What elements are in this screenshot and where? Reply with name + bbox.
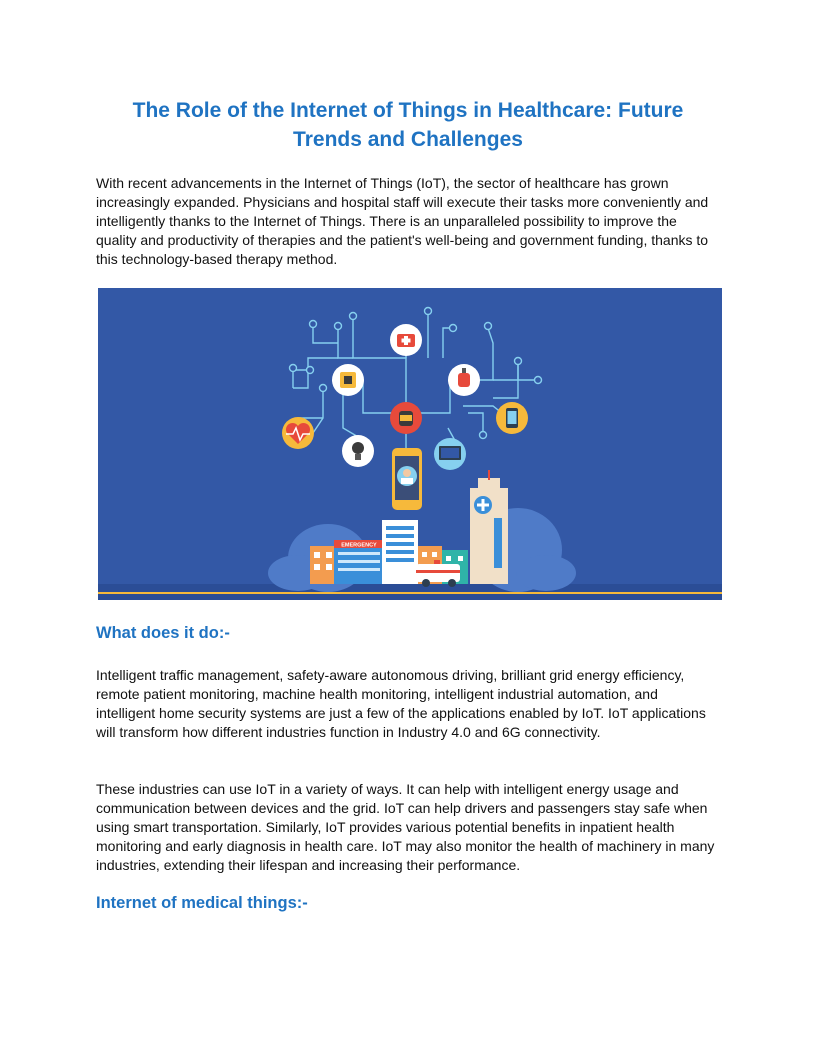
emergency-sign: EMERGENCY: [341, 542, 377, 549]
document-page: [96, 96, 720, 912]
document-title: The Role of the Internet of Things in Healthcare: Future Trends and Challenges: [132, 99, 684, 151]
medicine-bottle-icon: [390, 402, 422, 434]
doctor-phone-icon: [392, 448, 422, 510]
microchip-icon: [332, 364, 364, 396]
first-aid-kit-icon: [390, 324, 422, 356]
monitor-icon: [434, 438, 466, 470]
blood-bag-icon: [448, 364, 480, 396]
section1-paragraph-1: Intelligent traffic management, safety-aware autonomous driving, brilliant grid energy efficiency, remote patient monitoring, machine health monitoring, intelligent industrial automation, and intelligent home security systems are just a few of the applications enabled by IoT. IoT applications will transform how different industries function in Industry 4.0 and 6G connectivity.: [96, 667, 706, 740]
section-heading-internet-of-medical-things: Internet of medical things:-: [96, 894, 308, 912]
heartbeat-icon: [282, 417, 314, 449]
section1-paragraph-2: These industries can use IoT in a variety of ways. It can help with intelligent energy usage and communication between devices and the grid. IoT can help drivers and passengers stay safe when using smart transportation. Similarly, IoT provides various potential benefits in inpatient health monitoring and early diagnosis in health care. IoT may also monitor the health of machinery in many industries, extending their lifespan and increasing their performance.: [96, 781, 715, 873]
smartphone-icon: [496, 402, 528, 434]
emergency-building: [334, 540, 384, 584]
section-heading-what-does-it-do: What does it do:-: [96, 624, 230, 642]
iot-healthcare-illustration: [98, 288, 722, 600]
intro-paragraph: With recent advancements in the Internet of Things (IoT), the sector of healthcare has grown increasingly expanded. Physicians and hospital staff will execute their tasks more conveniently and intelligently thanks to the Internet of Things. There is an unparalleled possibility to improve the quality and productivity of therapies and the patient's well-being and government funding, thanks to this technology-based therapy method.: [96, 175, 709, 267]
left-building: [310, 546, 338, 584]
lightbulb-icon: [342, 435, 374, 467]
tower-building: [382, 520, 418, 584]
